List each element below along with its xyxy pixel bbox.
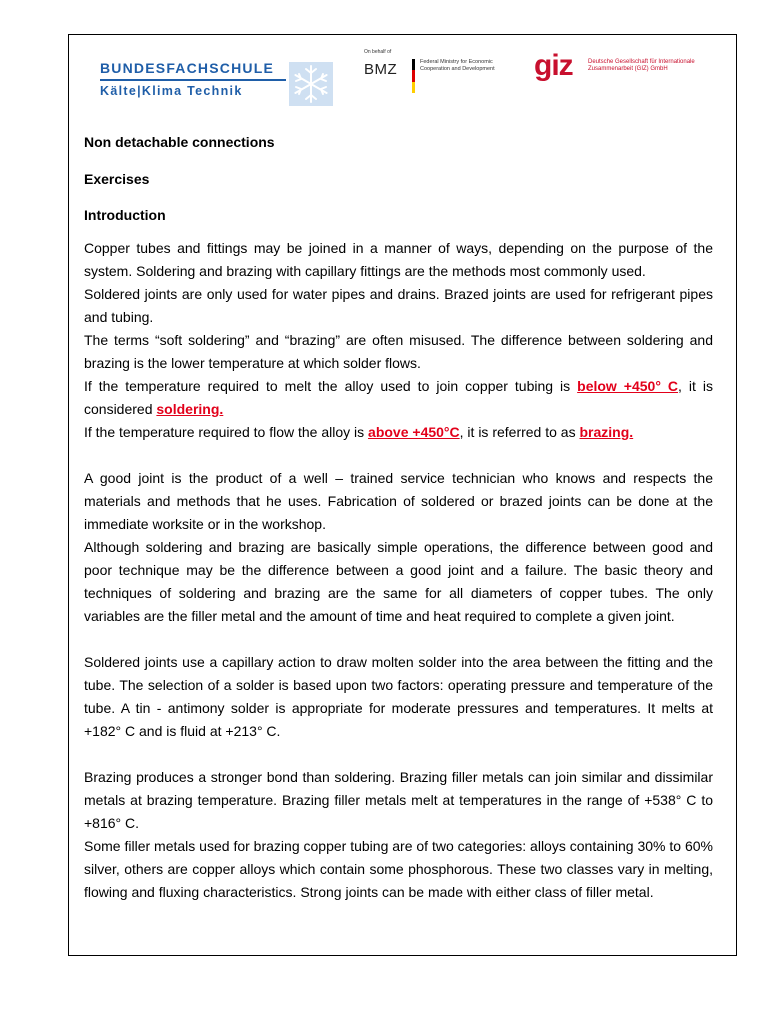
paragraph-gap bbox=[84, 628, 713, 651]
paragraph-7: Although soldering and brazing are basically simple operations, the difference between good and poor technique may be the difference between a good joint and a failure. The basic theory and techniques of soldering and brazing are the same for all diameters of copper tubes. The only variables are the filler metal and the amount of time and heat required to complete a given joint. bbox=[84, 539, 713, 624]
paragraph-5 bbox=[84, 421, 713, 444]
giz-logo bbox=[534, 49, 695, 91]
german-flag-icon bbox=[412, 59, 415, 93]
document-subtitle: Exercises bbox=[84, 171, 150, 187]
school-name-bottom: Kälte|Klima Technik bbox=[100, 84, 243, 98]
paragraph-5-text-a: If the temperature required to flow the alloy is bbox=[84, 424, 369, 440]
paragraph-4-text-b: , it is considered bbox=[84, 378, 713, 417]
school-name-top: BUNDESFACHSCHULE bbox=[100, 60, 274, 76]
paragraph-1: Copper tubes and fittings may be joined in a manner of ways, depending on the purpose of the system. Soldering and brazing with capillary fittings are the methods most commonly used. bbox=[84, 240, 713, 279]
paragraph-9: Brazing produces a stronger bond than soldering. Brazing filler metals can join similar and dissimilar metals at brazing temperature. Brazing filler metals melt at temperatures in the range of +538° C to +816° C. bbox=[84, 769, 713, 831]
bmz-name: BMZ bbox=[364, 61, 398, 78]
paragraph-2: Soldered joints are only used for water pipes and drains. Brazed joints are used for refrigerant pipes and tubing. bbox=[84, 286, 713, 325]
bmz-caption: On behalf of bbox=[364, 49, 392, 55]
paragraph-4 bbox=[84, 375, 713, 421]
paragraph-gap bbox=[84, 444, 713, 467]
highlight-brazing: brazing. bbox=[579, 424, 634, 440]
giz-description: Deutsche Gesellschaft für Internationale Zusammenarbeit (GIZ) GmbH bbox=[588, 59, 695, 72]
body-text bbox=[84, 237, 713, 904]
giz-name: giz bbox=[534, 49, 573, 82]
document-title: Non detachable connections bbox=[84, 134, 275, 150]
paragraph-10: Some filler metals used for brazing copper tubing are of two categories: alloys containing 30% to 60% silver, others are copper alloys which contain some phosphorous. These two classes vary in melting, flowing and fluxing characteristics. Strong joints can be made with either class of filler metal. bbox=[84, 838, 713, 900]
snowflake-icon bbox=[289, 62, 333, 106]
paragraph-6: A good joint is the product of a well – trained service technician who knows and respects the materials and methods that he uses. Fabrication of soldered or brazed joints can be done at the immediate worksite or in the workshop. bbox=[84, 470, 713, 532]
section-heading: Introduction bbox=[84, 207, 166, 223]
paragraph-8: Soldered joints use a capillary action to draw molten solder into the area between the fitting and the tube. The selection of a solder is based upon two factors: operating pressure and temperature of the tube. A tin - antimony solder is appropriate for moderate pressures and temperatures. It melts at +182° C and is fluid at +213° C. bbox=[84, 654, 713, 739]
bundesfachschule-logo bbox=[100, 59, 292, 105]
highlight-above-450: above +450°C bbox=[368, 424, 460, 440]
paragraph-3: The terms “soft soldering” and “brazing” are often misused. The difference between soldering and brazing is the lower temperature at which solder flows. bbox=[84, 332, 713, 371]
bmz-logo bbox=[364, 49, 495, 97]
highlight-soldering: soldering. bbox=[156, 401, 224, 417]
highlight-below-450: below +450° C bbox=[577, 378, 679, 394]
bmz-description: Federal Ministry for Economic Cooperation and Development bbox=[420, 59, 495, 72]
logo-divider bbox=[100, 79, 286, 81]
paragraph-4-text-a: If the temperature required to melt the alloy used to join copper tubing is bbox=[84, 378, 578, 394]
paragraph-5-text-b: , it is referred to as bbox=[459, 424, 580, 440]
header-logos bbox=[100, 45, 695, 107]
paragraph-gap bbox=[84, 743, 713, 766]
